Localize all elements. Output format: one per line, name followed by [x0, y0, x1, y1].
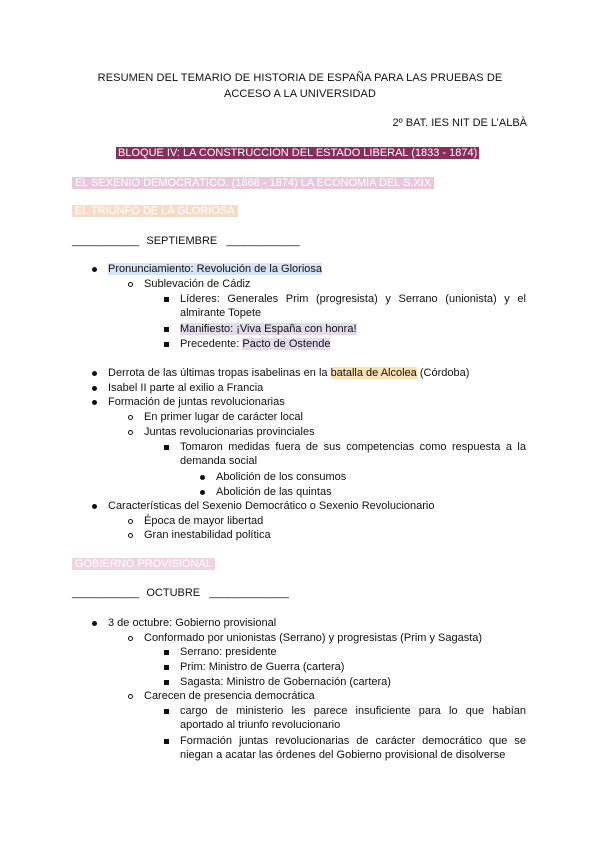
square-bullet-icon [164, 709, 169, 714]
list-item-highlight: batalla de Alcolea [330, 367, 417, 379]
bullet-icon [92, 267, 97, 272]
square-bullet-icon [164, 327, 169, 332]
square-bullet-icon [164, 650, 169, 655]
list-item: Conformado por unionistas (Serrano) y progresistas (Prim y Sagasta) [144, 632, 483, 644]
list-item-highlight: Pacto de Ostende [242, 338, 331, 350]
square-bullet-icon [164, 297, 169, 302]
month-prefix: ___________ [72, 587, 140, 599]
list-item: Época de mayor libertad [144, 515, 264, 527]
list-item [108, 262, 322, 276]
bullet-icon [200, 490, 205, 495]
section-triunfo-text: EL TRIUNFO DE LA GLORIOSA [72, 205, 238, 217]
list-item-label: Precedente: [180, 338, 243, 350]
bullet-icon [200, 475, 205, 480]
bullet-icon [92, 386, 97, 391]
list-item-text: (Córdoba) [416, 367, 470, 379]
bullet-icon [92, 504, 97, 509]
section-gobierno-text: GOBIERNO PROVISIONAL [72, 558, 215, 570]
month-september [72, 234, 300, 248]
circle-bullet-icon [128, 533, 133, 538]
list-item-text: Derrota de las últimas tropas isabelinas en la [108, 367, 331, 379]
square-bullet-icon [164, 342, 169, 347]
list-item: Carecen de presencia democrática [144, 690, 315, 702]
list-item: Gran inestabilidad política [144, 529, 271, 541]
list-item: Abolición de los consumos [216, 471, 347, 483]
list-item: Serrano: presidente [180, 646, 277, 658]
circle-bullet-icon [128, 430, 133, 435]
circle-bullet-icon [128, 282, 133, 287]
school-label: 2º BAT. IES NIT DE L’ALBÀ [392, 117, 527, 129]
square-bullet-icon [164, 739, 169, 744]
list-item [180, 322, 357, 336]
list-item: Tomaron medidas fuera de sus competencias como respuesta a la demanda social [180, 441, 526, 467]
list-item [108, 366, 469, 380]
list-item-text: Pronunciamiento: Revolución de la Gloriosa [108, 263, 323, 275]
title-line-1: RESUMEN DEL TEMARIO DE HISTORIA DE ESPAÑA PARA LAS PRUEBAS DE [97, 72, 503, 84]
block-title [116, 146, 479, 160]
section-sexenio [72, 176, 434, 190]
month-prefix: ___________ [72, 235, 140, 247]
list-item [180, 337, 330, 351]
month-label: SEPTIEMBRE [146, 235, 218, 247]
square-bullet-icon [164, 665, 169, 670]
circle-bullet-icon [128, 694, 133, 699]
block-title-text: BLOQUE IV: LA CONSTRUCCIÓN DEL ESTADO LIBERAL (1833 - 1874) [118, 147, 478, 159]
bullet-icon [92, 621, 97, 626]
month-suffix: _____________ [209, 587, 289, 599]
square-bullet-icon [164, 445, 169, 450]
list-item: Isabel II parte al exilio a Francia [108, 382, 264, 394]
list-item: Sublevación de Cádiz [144, 278, 251, 290]
list-item: Formación juntas revolucionarias de carácter democrático que se niegan a acatar las órdenes del Gobierno provisional de disolverse [180, 735, 526, 761]
list-item: Abolición de las quintas [216, 486, 332, 498]
square-bullet-icon [164, 680, 169, 685]
circle-bullet-icon [128, 636, 133, 641]
list-item: Líderes: Generales Prim (progresista) y Serrano (unionista) y el almirante Topete [180, 293, 526, 319]
list-item: 3 de octubre: Gobierno provisional [108, 617, 277, 629]
month-october [72, 586, 289, 600]
circle-bullet-icon [128, 415, 133, 420]
list-item: Prim: Ministro de Guerra (cartera) [180, 661, 345, 673]
section-triunfo [72, 204, 238, 218]
circle-bullet-icon [128, 519, 133, 524]
list-item: Sagasta: Ministro de Gobernación (cartera) [180, 676, 391, 688]
list-item: cargo de ministerio les parece insuficiente para lo que habían aportado al triunfo revolucionario [180, 705, 526, 731]
month-suffix: ____________ [226, 235, 300, 247]
bullet-icon [92, 371, 97, 376]
list-item-text: Manifiesto: ¡Viva España con honra! [180, 323, 357, 335]
section-sexenio-text: EL SEXENIO DEMOCRÁTICO. (1868 - 1874) LA ECONOMÍA DEL S.XIX [72, 177, 434, 189]
list-item: Formación de juntas revolucionarias [108, 396, 285, 408]
list-item: Características del Sexenio Democrático o Sexenio Revolucionario [108, 500, 435, 512]
title-line-2: ACCESO A LA UNIVERSIDAD [223, 88, 377, 100]
section-gobierno [72, 557, 215, 571]
list-item: Juntas revolucionarias provinciales [144, 426, 315, 438]
bullet-icon [92, 400, 97, 405]
list-item: En primer lugar de carácter local [144, 411, 303, 423]
month-label: OCTUBRE [146, 587, 201, 599]
